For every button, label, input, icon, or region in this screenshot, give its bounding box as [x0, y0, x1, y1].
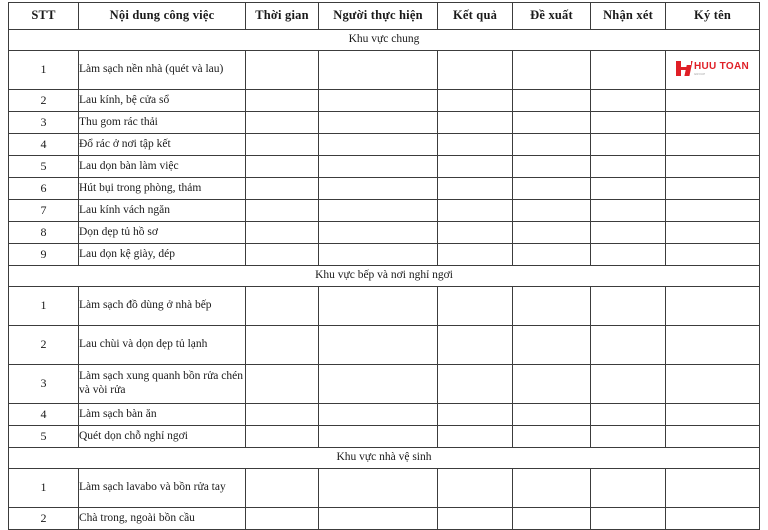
empty-cell[interactable] [513, 178, 591, 200]
empty-cell[interactable] [438, 404, 513, 426]
empty-cell[interactable] [246, 404, 319, 426]
empty-cell[interactable] [513, 326, 591, 365]
empty-cell[interactable] [666, 426, 760, 448]
column-header-6: Nhận xét [591, 3, 666, 30]
empty-cell[interactable] [319, 326, 438, 365]
table-row [9, 469, 760, 508]
empty-cell[interactable] [246, 178, 319, 200]
empty-cell[interactable] [319, 134, 438, 156]
logo-mark-icon [676, 61, 691, 76]
column-header-4: Kết quả [438, 3, 513, 30]
empty-cell[interactable] [666, 326, 760, 365]
task-description: Đổ rác ở nơi tập kết [79, 134, 246, 156]
empty-cell[interactable] [513, 156, 591, 178]
section-header-row [9, 266, 760, 287]
empty-cell[interactable] [591, 244, 666, 266]
task-description: Dọn dẹp tủ hồ sơ [79, 222, 246, 244]
table-row [9, 287, 760, 326]
empty-cell[interactable] [246, 51, 319, 90]
empty-cell[interactable] [513, 508, 591, 530]
task-description: Làm sạch đồ dùng ở nhà bếp [79, 287, 246, 326]
empty-cell[interactable] [319, 90, 438, 112]
table-row [9, 156, 760, 178]
column-header-1: Nội dung công việc [79, 3, 246, 30]
section-title: Khu vực chung [9, 30, 760, 51]
empty-cell[interactable] [666, 404, 760, 426]
empty-cell[interactable] [666, 200, 760, 222]
empty-cell[interactable] [591, 508, 666, 530]
empty-cell[interactable] [319, 200, 438, 222]
empty-cell[interactable] [246, 287, 319, 326]
row-index: 4 [9, 134, 79, 156]
table-row [9, 426, 760, 448]
empty-cell[interactable] [438, 90, 513, 112]
empty-cell[interactable] [246, 222, 319, 244]
empty-cell[interactable] [246, 244, 319, 266]
table-row [9, 244, 760, 266]
row-index: 7 [9, 200, 79, 222]
empty-cell[interactable] [246, 90, 319, 112]
table-row [9, 51, 760, 90]
empty-cell[interactable] [246, 112, 319, 134]
empty-cell[interactable] [319, 508, 438, 530]
table-body [9, 30, 760, 530]
empty-cell[interactable] [513, 222, 591, 244]
empty-cell[interactable] [666, 90, 760, 112]
empty-cell[interactable] [513, 112, 591, 134]
task-description: Lau dọn bàn làm việc [79, 156, 246, 178]
empty-cell[interactable] [666, 469, 760, 508]
table-row [9, 508, 760, 530]
section-header-row [9, 30, 760, 51]
empty-cell[interactable] [591, 112, 666, 134]
empty-cell[interactable] [591, 178, 666, 200]
empty-cell[interactable] [246, 365, 319, 404]
empty-cell[interactable] [319, 178, 438, 200]
column-header-2: Thời gian [246, 3, 319, 30]
empty-cell[interactable] [438, 51, 513, 90]
cleaning-checklist-table [8, 2, 760, 530]
empty-cell[interactable] [438, 112, 513, 134]
empty-cell[interactable] [319, 365, 438, 404]
huu-toan-logo [676, 61, 749, 76]
empty-cell[interactable] [513, 404, 591, 426]
empty-cell[interactable] [513, 90, 591, 112]
row-index: 2 [9, 326, 79, 365]
empty-cell[interactable] [513, 469, 591, 508]
row-index: 9 [9, 244, 79, 266]
row-index: 5 [9, 426, 79, 448]
section-header-row [9, 448, 760, 469]
task-description: Lau kính, bệ cửa sổ [79, 90, 246, 112]
empty-cell[interactable] [319, 426, 438, 448]
empty-cell[interactable] [666, 508, 760, 530]
empty-cell[interactable] [246, 156, 319, 178]
row-index: 2 [9, 508, 79, 530]
empty-cell[interactable] [513, 134, 591, 156]
empty-cell[interactable] [513, 200, 591, 222]
table-row [9, 90, 760, 112]
empty-cell[interactable] [591, 426, 666, 448]
table-row [9, 112, 760, 134]
empty-cell[interactable] [666, 244, 760, 266]
empty-cell[interactable] [438, 469, 513, 508]
column-header-5: Đề xuất [513, 3, 591, 30]
task-description: Làm sạch bàn ăn [79, 404, 246, 426]
column-header-3: Người thực hiện [319, 3, 438, 30]
empty-cell[interactable] [246, 200, 319, 222]
row-index: 4 [9, 404, 79, 426]
empty-cell[interactable] [319, 244, 438, 266]
empty-cell[interactable] [246, 326, 319, 365]
task-description: Chà trong, ngoài bồn cầu [79, 508, 246, 530]
logo-subtitle: GROUP [694, 71, 706, 76]
empty-cell[interactable] [438, 508, 513, 530]
empty-cell[interactable] [438, 156, 513, 178]
empty-cell[interactable] [319, 404, 438, 426]
empty-cell[interactable] [438, 365, 513, 404]
empty-cell[interactable] [591, 200, 666, 222]
empty-cell[interactable] [666, 112, 760, 134]
empty-cell[interactable] [666, 365, 760, 404]
empty-cell[interactable] [591, 469, 666, 508]
table-row [9, 134, 760, 156]
empty-cell[interactable] [591, 287, 666, 326]
empty-cell[interactable] [591, 90, 666, 112]
row-index: 8 [9, 222, 79, 244]
task-description: Thu gom rác thải [79, 112, 246, 134]
header-row [9, 3, 760, 30]
empty-cell[interactable] [246, 134, 319, 156]
empty-cell[interactable] [246, 426, 319, 448]
empty-cell[interactable] [319, 51, 438, 90]
empty-cell[interactable] [513, 287, 591, 326]
row-index: 1 [9, 51, 79, 90]
empty-cell[interactable] [591, 404, 666, 426]
column-header-0: STT [9, 3, 79, 30]
row-index: 6 [9, 178, 79, 200]
empty-cell[interactable] [319, 287, 438, 326]
empty-cell[interactable] [666, 134, 760, 156]
task-description: Làm sạch xung quanh bồn rửa chén và vòi rửa [79, 365, 246, 404]
empty-cell[interactable] [591, 156, 666, 178]
empty-cell[interactable] [319, 222, 438, 244]
empty-cell[interactable] [438, 222, 513, 244]
row-index: 3 [9, 365, 79, 404]
empty-cell[interactable] [513, 426, 591, 448]
signature-cell-with-logo[interactable] [666, 51, 760, 90]
table-row [9, 200, 760, 222]
row-index: 2 [9, 90, 79, 112]
row-index: 1 [9, 469, 79, 508]
empty-cell[interactable] [246, 508, 319, 530]
column-header-7: Ký tên [666, 3, 760, 30]
empty-cell[interactable] [591, 326, 666, 365]
row-index: 3 [9, 112, 79, 134]
row-index: 1 [9, 287, 79, 326]
table-row [9, 178, 760, 200]
empty-cell[interactable] [591, 365, 666, 404]
empty-cell[interactable] [591, 222, 666, 244]
task-description: Làm sạch nền nhà (quét và lau) [79, 51, 246, 90]
task-description: Quét dọn chỗ nghỉ ngơi [79, 426, 246, 448]
empty-cell[interactable] [666, 222, 760, 244]
empty-cell[interactable] [438, 200, 513, 222]
row-index: 5 [9, 156, 79, 178]
table-row [9, 365, 760, 404]
empty-cell[interactable] [319, 156, 438, 178]
section-title: Khu vực bếp và nơi nghỉ ngơi [9, 266, 760, 287]
task-description: Lau kính vách ngăn [79, 200, 246, 222]
logo-name: HUU TOAN [694, 60, 749, 72]
empty-cell[interactable] [438, 134, 513, 156]
empty-cell[interactable] [666, 156, 760, 178]
empty-cell[interactable] [438, 287, 513, 326]
task-description: Lau chùi và dọn dẹp tủ lạnh [79, 326, 246, 365]
task-description: Làm sạch lavabo và bồn rửa tay [79, 469, 246, 508]
empty-cell[interactable] [438, 426, 513, 448]
empty-cell[interactable] [319, 112, 438, 134]
empty-cell[interactable] [591, 51, 666, 90]
empty-cell[interactable] [513, 365, 591, 404]
empty-cell[interactable] [513, 244, 591, 266]
empty-cell[interactable] [666, 287, 760, 326]
task-description: Hút bụi trong phòng, thảm [79, 178, 246, 200]
table-row [9, 222, 760, 244]
section-title: Khu vực nhà vệ sinh [9, 448, 760, 469]
table-header [9, 3, 760, 30]
table-row [9, 326, 760, 365]
empty-cell[interactable] [438, 326, 513, 365]
empty-cell[interactable] [513, 51, 591, 90]
empty-cell[interactable] [438, 178, 513, 200]
empty-cell[interactable] [319, 469, 438, 508]
task-description: Lau dọn kệ giày, dép [79, 244, 246, 266]
empty-cell[interactable] [591, 134, 666, 156]
empty-cell[interactable] [666, 178, 760, 200]
empty-cell[interactable] [246, 469, 319, 508]
empty-cell[interactable] [438, 244, 513, 266]
table-row [9, 404, 760, 426]
